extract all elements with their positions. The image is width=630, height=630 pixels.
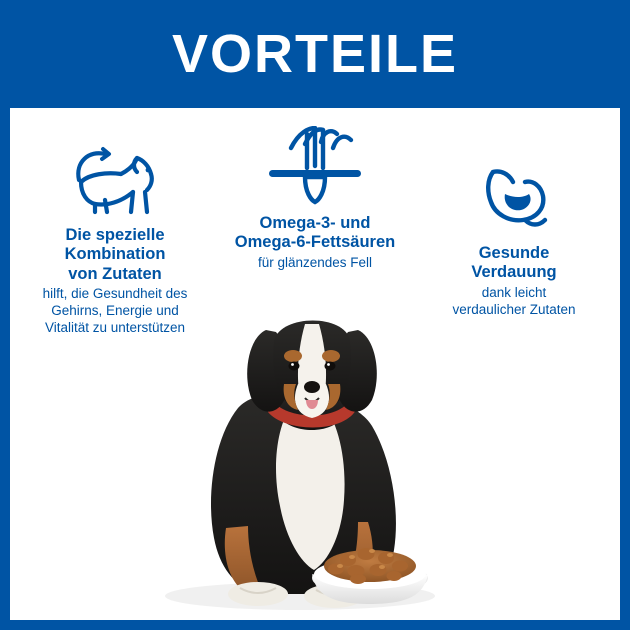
benefit-brain-title: Die spezielle Kombination von Zutaten [64, 226, 166, 283]
fur-hair-icon [261, 126, 369, 206]
benefit-omega-title: Omega-3- und Omega-6-Fettsäuren [234, 214, 396, 252]
benefit-brain [10, 138, 220, 337]
dog-walking-icon [63, 140, 167, 218]
benefit-digestion-title: Gesunde Verdauung [471, 244, 557, 282]
page-title: VORTEILE [171, 24, 459, 84]
icon-wrap [408, 156, 620, 236]
content-area [0, 108, 630, 620]
benefit-omega [205, 126, 425, 272]
header-banner [0, 0, 630, 108]
benefit-digestion-desc: dank leicht verdaulicher Zutaten [452, 284, 576, 317]
stomach-icon [471, 164, 557, 236]
benefit-omega-desc: für glänzendes Fell [257, 254, 373, 270]
icon-wrap [205, 126, 425, 206]
benefit-brain-desc: hilft, die Gesundheit des Gehirns, Energie und Vitalität zu unterstützen [42, 286, 188, 336]
benefit-digestion [408, 156, 620, 319]
icon-wrap [10, 138, 220, 218]
